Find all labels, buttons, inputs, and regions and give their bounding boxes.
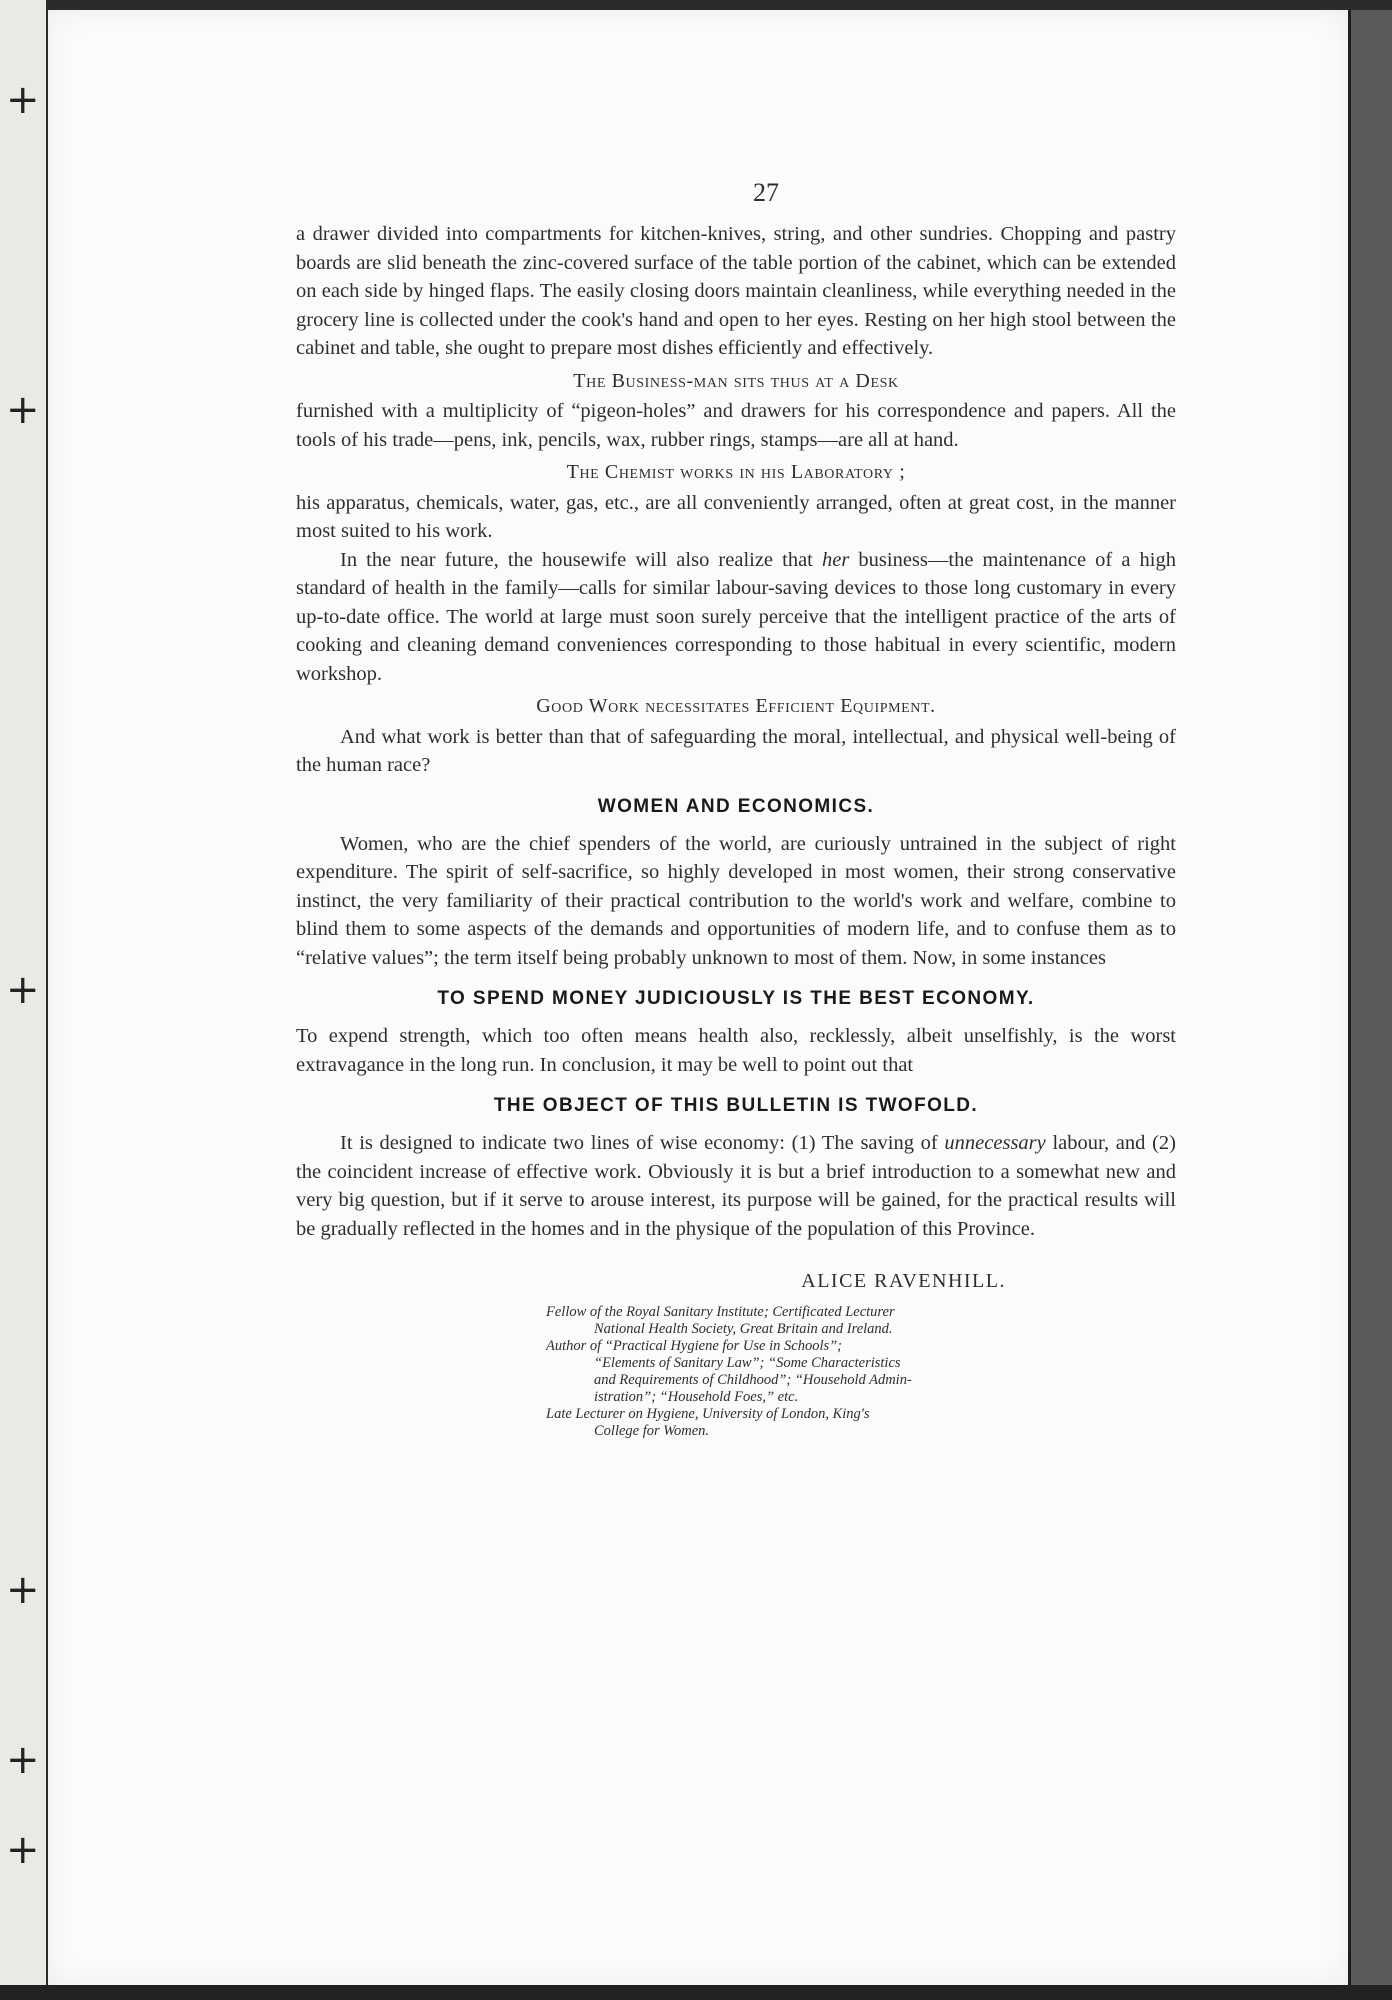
subheading-business-man: The Business-man sits thus at a Desk [573,369,899,392]
credential-line: “Elements of Sanitary Law”; “Some Characteristics [594,1354,901,1371]
page-text-column [296,178,1176,1440]
signature-credentials [546,1304,1176,1440]
credential-line: College for Women. [594,1422,710,1439]
credential-line: National Health Society, Great Britain and Ireland. [594,1320,893,1337]
binding-thread-mark: + [6,1567,40,1613]
binding-thread-mark: + [6,1827,40,1873]
credential-line: Late Lecturer on Hygiene, University of London, King's [546,1405,870,1422]
scan-bottom-edge [0,1985,1392,2000]
paragraph-bulletin-part2: labour, and (2) the coincident increase of effective work. Obviously it is but a brief introduction to a somewhat new and very big question, but if it serve to arouse interest, its purpose will be gained, for the practical results will be gradually reflected in the homes and in the physique of the population of this Province. [296,1132,1176,1240]
section-heading-bulletin-object: THE OBJECT OF THIS BULLETIN IS TWOFOLD. [493,1095,979,1116]
credential-line: and Requirements of Childhood”; “Household Admin- [594,1371,912,1388]
credential-line: Fellow of the Royal Sanitary Institute; Certificated Lecturer [546,1303,895,1320]
paragraph-bulletin-design [296,1129,1176,1243]
paragraph-kitchen-cabinet: a drawer divided into compartments for kitchen-knives, string, and other sundries. Chopping and pastry boards are slid beneath the zinc-covered surface of the table portion of the cabinet, which can be extended on each side by hinged flaps. The easily closing doors maintain cleanliness, while everything needed in the grocery line is collected under the cook's hand and open to her eyes. Resting on her high stool between the cabinet and table, she ought to prepare most dishes efficiently and effectively. [296,223,1176,359]
subheading-chemist: The Chemist works in his Laboratory ; [566,461,906,483]
book-cover-edge [1346,10,1392,2000]
page-number: 27 [753,178,779,207]
binding-thread-mark: + [6,387,40,433]
paragraph-bulletin-part1: It is designed to indicate two lines of wise economy: (1) The saving of [340,1132,945,1154]
paragraph-housewife [296,546,1176,689]
binding-thread-mark: + [6,77,40,123]
paragraph-women-spenders: Women, who are the chief spenders of the world, are curiously untrained in the subject of right expenditure. The spirit of self-sacrifice, so highly developed in most women, their strong conservative instinct, the very familiarity of their practical contribution to the world's work and welfare, combine to blind them to some aspects of the demands and opportunities of modern life, and to confuse them as to “relative values”; the term itself being probably unknown to most of them. Now, in some instances [296,832,1176,969]
binding-thread-mark: + [6,967,40,1013]
signature-name: ALICE RAVENHILL. [801,1270,1006,1292]
subheading-good-work: Good Work necessitates Efficient Equipment. [536,695,936,717]
paragraph-expend-strength: To expend strength, which too often means health also, recklessly, albeit unselfishly, is the worst extravagance in the long run. In conclusion, it may be well to point out that [296,1025,1176,1076]
paragraph-housewife-part2: business—the maintenance of a high standard of health in the family—calls for similar labour-saving devices to those long customary in every up-to-date office. The world at large must soon surely perceive that the intelligent practice of the arts of cooking and cleaning demand conveniences corresponding to those habitual in every scientific, modern workshop. [296,548,1176,685]
credential-line: Author of “Practical Hygiene for Use in Schools”; [546,1337,843,1354]
binding-thread-mark: + [6,1737,40,1783]
paragraph-housewife-emphasis: her [821,548,850,571]
paragraph-chemist-laboratory: his apparatus, chemicals, water, gas, etc., are all conveniently arranged, often at great cost, in the manner most suited to his work. [296,491,1176,542]
paragraph-bulletin-emphasis: unnecessary [944,1132,1046,1154]
section-heading-women-economics: WOMEN AND ECONOMICS. [597,795,875,817]
section-heading-spend-money: TO SPEND MONEY JUDICIOUSLY IS THE BEST ECONOMY. [437,988,1035,1009]
paragraph-business-desk: furnished with a multiplicity of “pigeon-holes” and drawers for his correspondence and papers. All the tools of his trade—pens, ink, pencils, wax, rubber rings, stamps—are all at hand. [296,400,1176,451]
paragraph-safeguarding: And what work is better than that of safeguarding the moral, intellectual, and physical well-being of the human race? [296,725,1176,776]
credential-line: istration”; “Household Foes,” etc. [594,1388,799,1405]
paragraph-housewife-part1: In the near future, the housewife will also realize that [340,548,822,571]
